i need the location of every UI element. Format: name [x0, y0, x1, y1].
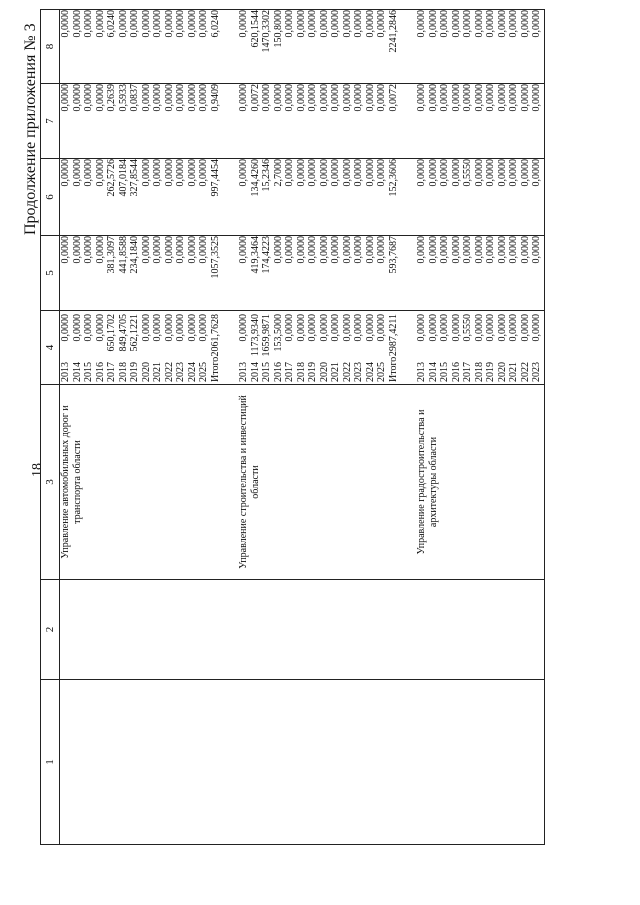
col6-values: 0,0000 134,4260 15,2346 2,7000 0,0000 0,0000 0,0000 0,0000 0,0000 0,0000 0,0000 0,0000 0,0000 152,3606 — [238, 159, 416, 236]
year-list: 2013 2014 2015 2016 2017 2018 2019 2020 2021 2022 2023 — [416, 362, 542, 382]
column-number: 4 — [41, 311, 60, 385]
organization-name: Управление градостроительства и архитектуры области — [416, 385, 545, 580]
column-number: 7 — [41, 84, 60, 159]
col8-values: 0,0000 0,0000 0,0000 0,0000 6,0240 0,0000 0,0000 0,0000 0,0000 0,0000 0,0000 0,0000 0,0000 6,0240 — [60, 10, 239, 84]
page-number: 18 — [30, 463, 45, 477]
column-number: 6 — [41, 159, 60, 236]
cell-col1 — [416, 680, 545, 845]
cell-col1 — [238, 680, 416, 845]
year-and-col4-cell — [238, 311, 416, 385]
col4-values: 0,0000 0,0000 0,0000 0,0000 0,5550 0,0000 0,0000 0,0000 0,0000 0,0000 0,0000 — [416, 314, 542, 342]
column-number: 5 — [41, 236, 60, 311]
year-list: 2013 2014 2015 2016 2017 2018 2019 2020 2021 2022 2023 2024 2025 Итого — [238, 356, 399, 382]
cell-col2 — [60, 580, 239, 680]
year-and-col4-cell — [416, 311, 545, 385]
organization-name: Управление автомобильных дорог и транспорта области — [60, 385, 239, 580]
table-body — [60, 10, 545, 845]
col5-values: 0,0000 0,0000 0,0000 0,0000 381,3097 441,8588 234,1840 0,0000 0,0000 0,0000 0,0000 0,0000 0,0000 1057,3525 — [60, 236, 239, 311]
col7-values: 0,0000 0,0000 0,0000 0,0000 0,2639 0,5933 0,0837 0,0000 0,0000 0,0000 0,0000 0,0000 0,0000 0,9409 — [60, 84, 239, 159]
cell-col1 — [60, 680, 239, 845]
col8-values: 0,0000 0,0000 0,0000 0,0000 0,0000 0,0000 0,0000 0,0000 0,0000 0,0000 0,0000 — [416, 10, 545, 84]
cell-col2 — [238, 580, 416, 680]
col5-values: 0,0000 419,3464 174,4223 0,0000 0,0000 0,0000 0,0000 0,0000 0,0000 0,0000 0,0000 0,0000 0,0000 593,7687 — [238, 236, 416, 311]
col5-values: 0,0000 0,0000 0,0000 0,0000 0,0000 0,0000 0,0000 0,0000 0,0000 0,0000 0,0000 — [416, 236, 545, 311]
appendix-heading: Продолжение приложения № 3 — [22, 23, 39, 235]
table-row — [60, 10, 239, 845]
organization-name: Управление строительства и инвестиций области — [238, 385, 416, 580]
col7-values: 0,0000 0,0072 0,0000 0,0000 0,0000 0,0000 0,0000 0,0000 0,0000 0,0000 0,0000 0,0000 0,0000 0,0072 — [238, 84, 416, 159]
column-number: 3 — [41, 385, 60, 580]
col7-values: 0,0000 0,0000 0,0000 0,0000 0,0000 0,0000 0,0000 0,0000 0,0000 0,0000 0,0000 — [416, 84, 545, 159]
column-number: 1 — [41, 680, 60, 845]
table-row — [238, 10, 416, 845]
year-list: 2013 2014 2015 2016 2017 2018 2019 2020 2021 2022 2023 2024 2025 Итого — [60, 356, 221, 382]
year-and-col4-cell — [60, 311, 239, 385]
col4-values: 0,0000 1173,9340 1659,9871 153,5000 0,0000 0,0000 0,0000 0,0000 0,0000 0,0000 0,0000 0,0000 0,0000 2987,4211 — [238, 314, 399, 357]
cell-col2 — [416, 580, 545, 680]
column-number: 8 — [41, 10, 60, 84]
col6-values: 0,0000 0,0000 0,0000 0,0000 262,5726 407,0184 327,8544 0,0000 0,0000 0,0000 0,0000 0,0000 0,0000 997,4454 — [60, 159, 239, 236]
col8-values: 0,0000 620,1544 1470,3302 150,8000 0,0000 0,0000 0,0000 0,0000 0,0000 0,0000 0,0000 0,0000 0,0000 2241,2846 — [238, 10, 416, 84]
data-table — [40, 9, 545, 845]
col4-values: 0,0000 0,0000 0,0000 0,0000 650,1702 849,4705 562,1221 0,0000 0,0000 0,0000 0,0000 0,0000 0,0000 2061,7628 — [60, 314, 221, 357]
column-number: 2 — [41, 580, 60, 680]
column-number-row — [41, 10, 60, 845]
col6-values: 0,0000 0,0000 0,0000 0,0000 0,5550 0,0000 0,0000 0,0000 0,0000 0,0000 0,0000 — [416, 159, 545, 236]
table-row — [416, 10, 545, 845]
